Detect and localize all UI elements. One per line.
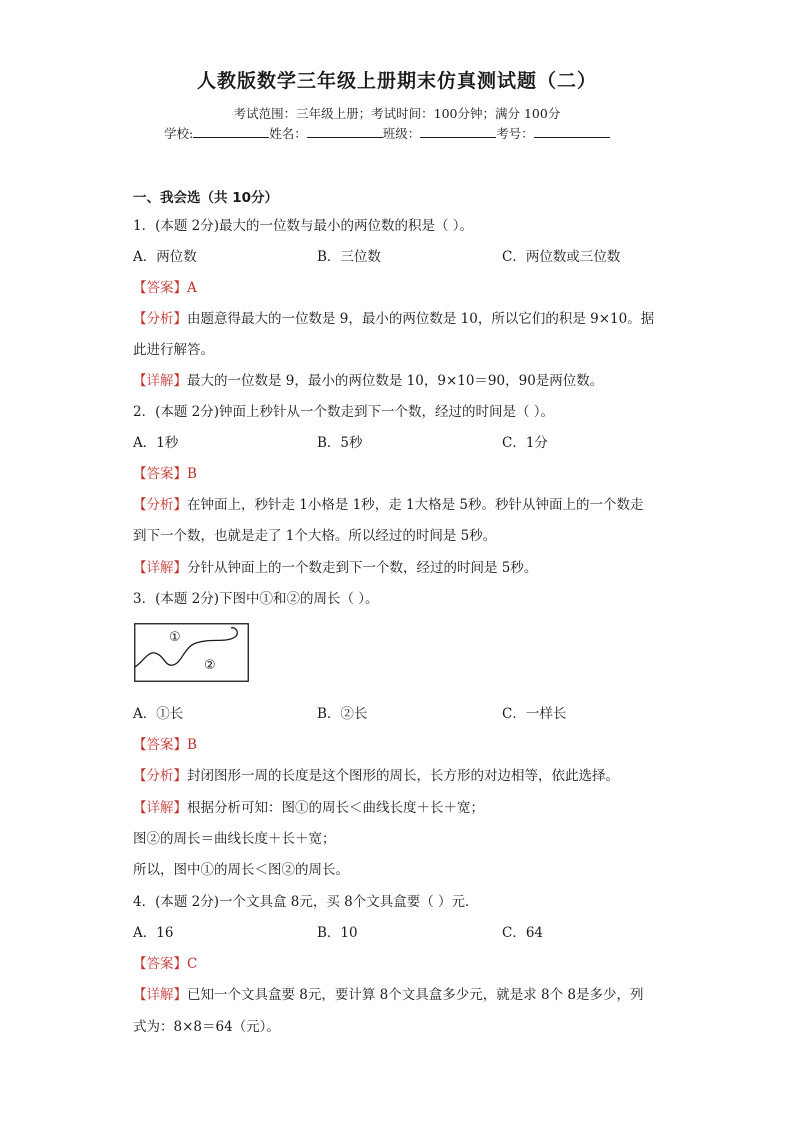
q4-detail xyxy=(133,983,644,1003)
question-1-stem: 1．(本题 2分)最大的一位数与最小的两位数的积是（ ）。 xyxy=(133,218,474,234)
q4-detail-cont: 式为：8×8＝64（元）。 xyxy=(133,1019,280,1035)
name-label: 姓名： xyxy=(269,126,307,141)
analysis-tag: 【分析】 xyxy=(133,311,187,327)
exam-meta: 考试范围：三年级上册；考试时间：100分钟；满分 100分 xyxy=(233,106,561,121)
q1-option-b: B．三位数 xyxy=(317,249,381,265)
name-blank[interactable] xyxy=(307,125,383,138)
region-1-label: ① xyxy=(169,630,181,645)
student-info-line xyxy=(164,124,610,142)
region-2-label: ② xyxy=(204,658,216,673)
q3-detail-cont-2: 所以，图中①的周长＜图②的周长。 xyxy=(133,862,349,878)
section-heading: 一、我会选（共 10分） xyxy=(133,190,278,206)
detail-tag: 【详解】 xyxy=(133,800,187,816)
q1-analysis xyxy=(133,307,654,327)
q3-detail-cont-1: 图②的周长＝曲线长度＋长＋宽； xyxy=(133,831,336,847)
analysis-text: 在钟面上，秒针走 1小格是 1秒，走 1大格是 5秒。秒针从钟面上的一个数走 xyxy=(187,497,644,513)
number-blank[interactable] xyxy=(534,125,610,138)
q4-option-c: C．64 xyxy=(502,925,544,941)
page-title: 人教版数学三年级上册期末仿真测试题（二） xyxy=(196,70,597,92)
detail-tag: 【详解】 xyxy=(133,560,187,576)
class-label: 班级： xyxy=(382,126,421,141)
analysis-text: 由题意得最大的一位数是 9，最小的两位数是 10，所以它们的积是 9×10。据 xyxy=(187,311,655,327)
q2-answer: 【答案】B xyxy=(133,466,197,482)
number-label: 考号： xyxy=(496,126,534,141)
q2-option-a: A．1秒 xyxy=(133,435,179,451)
q1-detail xyxy=(133,369,603,389)
detail-tag: 【详解】 xyxy=(133,987,187,1003)
school-label: 学校: xyxy=(164,126,194,141)
question-4-stem: 4．(本题 2分)一个文具盒 8元，买 8个文具盒要（ ）元． xyxy=(133,894,479,910)
question-3-stem: 3．(本题 2分)下图中①和②的周长（ ）。 xyxy=(133,591,379,607)
q3-option-b: B．②长 xyxy=(317,706,368,722)
detail-text: 已知一个文具盒要 8元，要计算 8个文具盒多少元，就是求 8个 8是多少，列 xyxy=(187,987,644,1003)
q4-option-b: B．10 xyxy=(317,925,358,941)
q1-analysis-cont: 此进行解答。 xyxy=(133,342,214,358)
detail-text: 分针从钟面上的一个数走到下一个数，经过的时间是 5秒。 xyxy=(187,560,538,576)
q1-option-a: A．两位数 xyxy=(133,249,197,265)
q2-analysis xyxy=(133,493,644,513)
q1-answer: 【答案】A xyxy=(133,280,197,296)
school-blank[interactable] xyxy=(193,125,269,138)
q2-option-b: B．5秒 xyxy=(317,435,363,451)
q2-detail xyxy=(133,556,537,576)
q3-detail xyxy=(133,796,484,816)
detail-text: 根据分析可知：图①的周长＜曲线长度＋长＋宽； xyxy=(187,800,484,816)
q4-option-a: A．16 xyxy=(133,925,174,941)
question-2-stem: 2．(本题 2分)钟面上秒针从一个数走到下一个数，经过的时间是（ ）。 xyxy=(133,404,555,420)
q1-option-c: C．两位数或三位数 xyxy=(502,249,621,265)
q3-option-a: A．①长 xyxy=(133,706,184,722)
q3-analysis xyxy=(133,764,619,784)
q2-analysis-cont: 到下一个数，也就是走了 1个大格。所以经过的时间是 5秒。 xyxy=(133,528,497,544)
detail-text: 最大的一位数是 9，最小的两位数是 10，9×10＝90，90是两位数。 xyxy=(187,373,604,389)
analysis-text: 封闭图形一周的长度是这个图形的周长，长方形的对边相等，依此选择。 xyxy=(187,768,619,784)
perimeter-figure xyxy=(134,623,249,682)
q2-option-c: C．1分 xyxy=(502,435,548,451)
detail-tag: 【详解】 xyxy=(133,373,187,389)
dividing-curve xyxy=(135,628,238,667)
rectangle-with-curve-diagram xyxy=(134,623,249,682)
q4-answer: 【答案】C xyxy=(133,956,198,972)
class-blank[interactable] xyxy=(420,125,496,138)
analysis-tag: 【分析】 xyxy=(133,768,187,784)
q3-answer: 【答案】B xyxy=(133,737,197,753)
q3-option-c: C．一样长 xyxy=(502,706,567,722)
analysis-tag: 【分析】 xyxy=(133,497,187,513)
